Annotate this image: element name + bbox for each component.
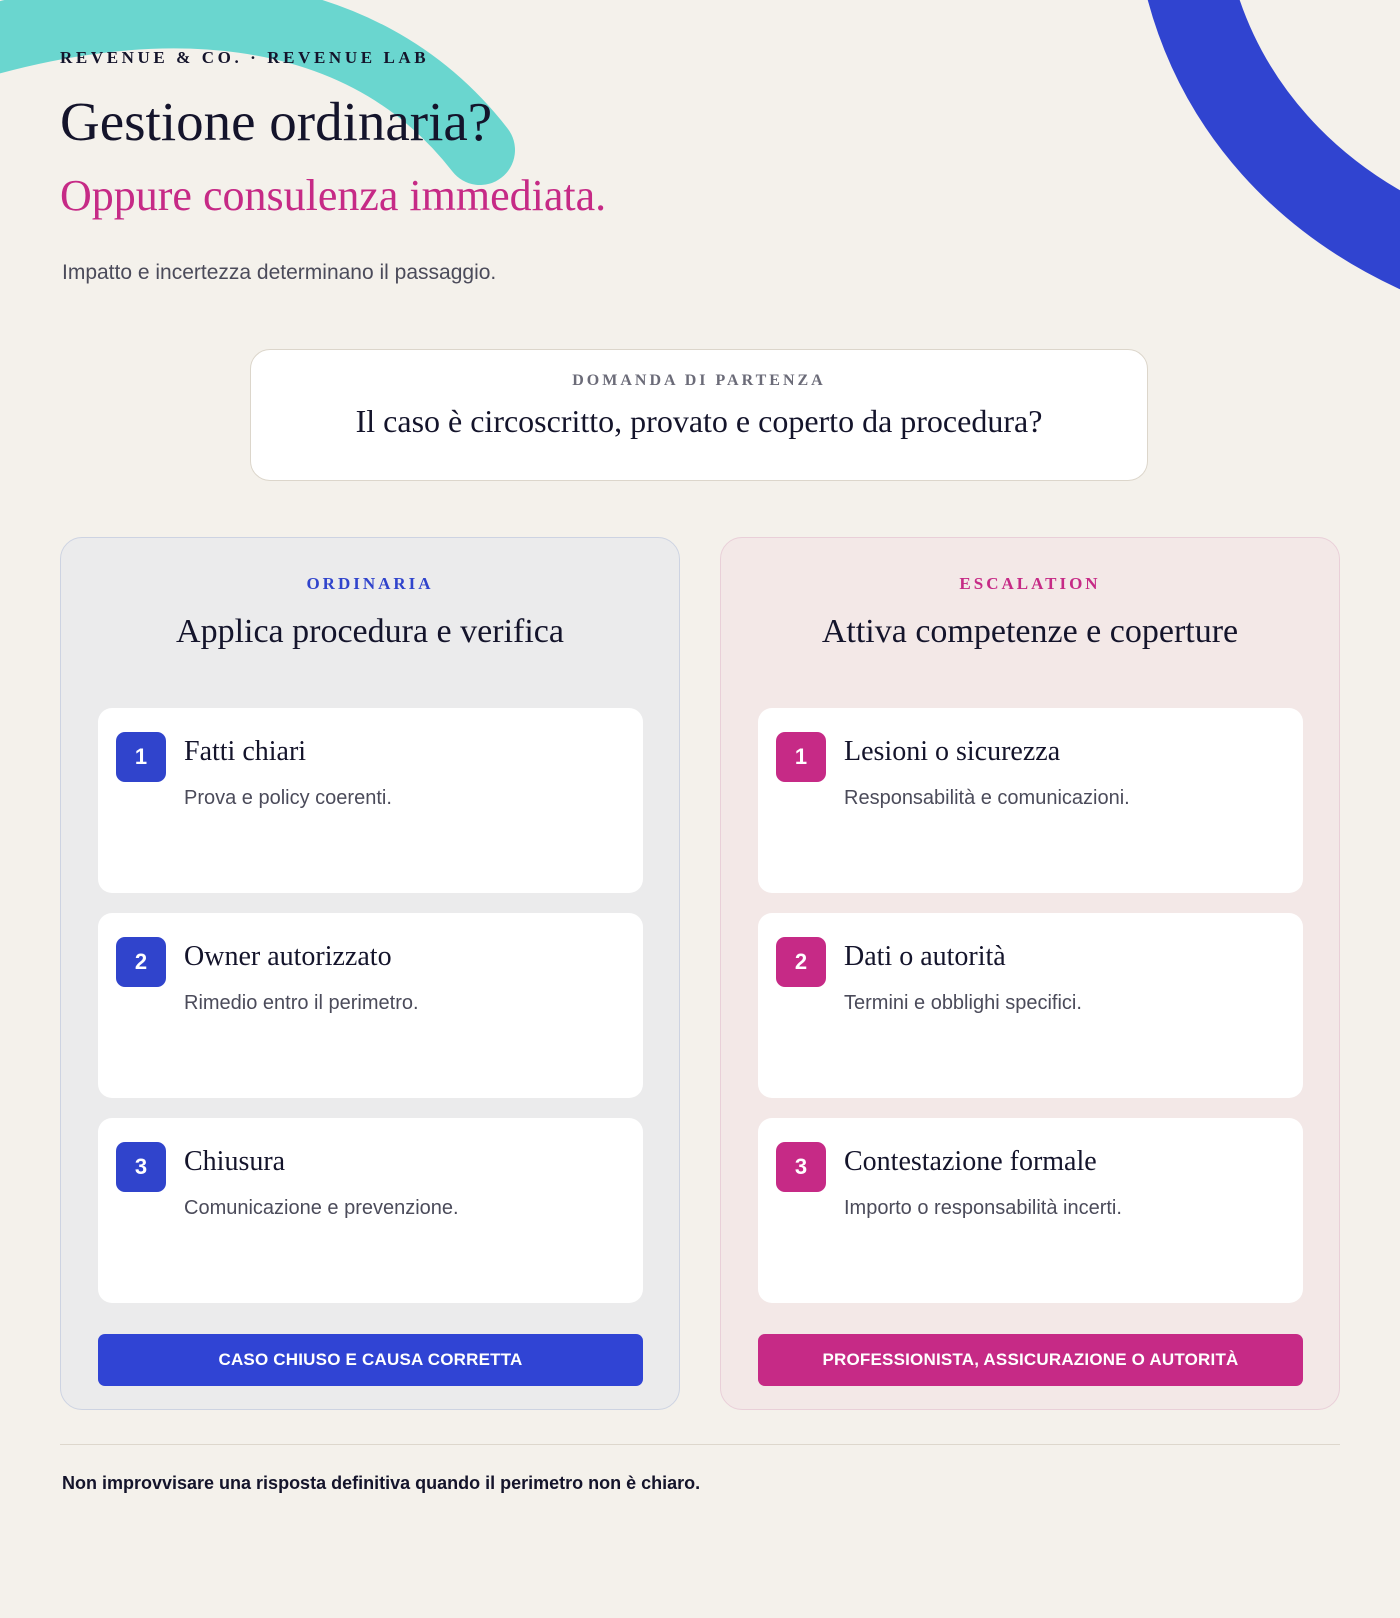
step-title: Lesioni o sicurezza: [844, 736, 1061, 767]
step-list: [721, 538, 1339, 1409]
step-description: Responsabilità e comunicazioni.: [844, 787, 1130, 809]
page-title: Gestione ordinaria?: [60, 91, 493, 152]
step-description: Prova e policy coerenti.: [184, 787, 392, 809]
step-card-2: [758, 913, 1303, 1098]
step-title: Chiusura: [184, 1146, 286, 1177]
outcome-button-ordinaria[interactable]: CASO CHIUSO E CAUSA CORRETTA: [98, 1334, 643, 1386]
step-number-badge: 1: [776, 732, 826, 782]
branch-ordinaria: [60, 537, 680, 1410]
step-number-badge: 1: [116, 732, 166, 782]
footer-note: Non improvvisare una risposta definitiva quando il perimetro non è chiaro.: [62, 1473, 701, 1493]
step-title: Fatti chiari: [184, 736, 307, 767]
step-description: Comunicazione e prevenzione.: [184, 1197, 459, 1219]
step-number-badge: 3: [116, 1142, 166, 1192]
footer-divider: [60, 1444, 1340, 1445]
step-number-badge: 3: [776, 1142, 826, 1192]
step-title: Contestazione formale: [844, 1146, 1097, 1177]
step-description: Rimedio entro il perimetro.: [184, 992, 419, 1014]
step-card-3: [758, 1118, 1303, 1303]
step-number-badge: 2: [776, 937, 826, 987]
branch-title: Attiva competenze e coperture: [821, 613, 1239, 650]
starting-question-card: [250, 349, 1148, 481]
branch-escalation: [720, 537, 1340, 1410]
branch-kicker: ORDINARIA: [306, 574, 434, 593]
blue-arc-decoration: [1188, 0, 1400, 250]
step-title: Owner autorizzato: [184, 941, 392, 972]
page-subtitle: Oppure consulenza immediata.: [60, 171, 607, 220]
outcome-button-escalation[interactable]: PROFESSIONISTA, ASSICURAZIONE O AUTORITÀ: [758, 1334, 1303, 1386]
step-number-badge: 2: [116, 937, 166, 987]
step-card-3: [98, 1118, 643, 1303]
question-text: Il caso è circoscritto, provato e coperto da procedura?: [355, 403, 1043, 439]
step-card-2: [98, 913, 643, 1098]
branch-title: Applica procedura e verifica: [176, 613, 564, 650]
page-lead: Impatto e incertezza determinano il passaggio.: [62, 261, 497, 284]
step-description: Termini e obblighi specifici.: [844, 992, 1082, 1014]
branch-kicker: ESCALATION: [959, 574, 1101, 593]
brand-kicker: REVENUE & CO. · REVENUE LAB: [60, 48, 430, 67]
step-card-1: [98, 708, 643, 893]
step-card-1: [758, 708, 1303, 893]
question-kicker: DOMANDA DI PARTENZA: [572, 372, 826, 389]
step-description: Importo o responsabilità incerti.: [844, 1197, 1122, 1219]
step-list: [61, 538, 679, 1409]
step-title: Dati o autorità: [844, 941, 1006, 972]
